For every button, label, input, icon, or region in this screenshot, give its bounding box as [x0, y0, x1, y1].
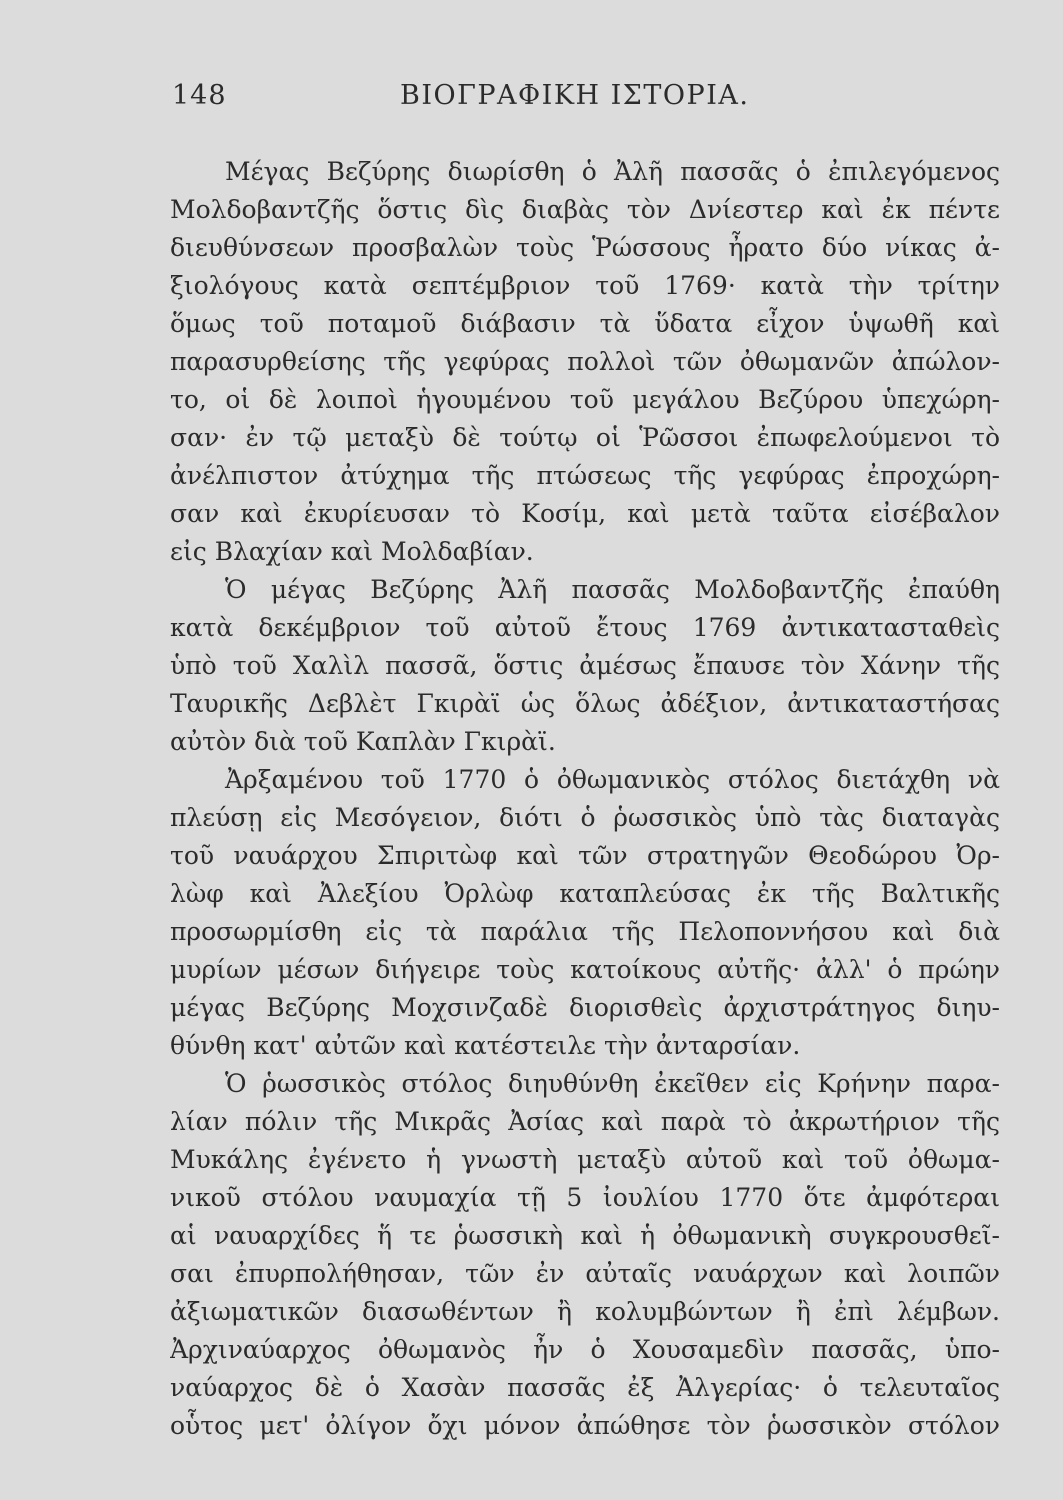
text-line: ξιολόγους κατὰ σεπτέμβριον τοῦ 1769· κατὰ τὴν τρίτην: [170, 271, 1000, 300]
text-line: σαν· ἐν τῷ μεταξὺ δὲ τούτῳ οἱ Ῥῶσσοι ἐπωφελούμενοι τὸ: [170, 423, 1000, 452]
running-title: ΒΙΟΓΡΑΦΙΚΗ ΙΣΤΟΡΙΑ.: [400, 80, 750, 111]
text-line: λίαν πόλιν τῆς Μικρᾶς Ἀσίας καὶ παρὰ τὸ ἀκρωτήριον τῆς: [170, 1107, 1000, 1136]
text-line: κατὰ δεκέμβριον τοῦ αὐτοῦ ἔτους 1769 ἀντικατασταθεὶς: [170, 613, 1000, 642]
text-line: Ἀρχιναύαρχος ὀθωμανὸς ἦν ὁ Χουσαμεδὶν πασσᾶς, ὑπο-: [170, 1335, 1000, 1364]
text-line: Ὁ μέγας Βεζύρης Ἀλῆ πασσᾶς Μολδοβαντζῆς ἐπαύθη: [225, 575, 1000, 604]
text-line: πλεύσῃ εἰς Μεσόγειον, διότι ὁ ῥωσσικὸς ὑπὸ τὰς διαταγὰς: [170, 803, 1000, 832]
page-number: 148: [172, 80, 227, 111]
text-line: διευθύνσεων προσβαλὼν τοὺς Ῥώσσους ἦρατο δύο νίκας ἀ-: [170, 233, 1000, 262]
text-line: αὐτὸν διὰ τοῦ Καπλὰν Γκιρὰϊ.: [170, 727, 556, 756]
text-line: λὼφ καὶ Ἀλεξίου Ὀρλὼφ καταπλεύσας ἐκ τῆς Βαλτικῆς: [170, 879, 1000, 908]
text-line: σαν καὶ ἐκυρίευσαν τὸ Κοσίμ, καὶ μετὰ ταῦτα εἰσέβαλον: [170, 499, 1000, 528]
page-header: [172, 80, 992, 120]
text-line: ὅμως τοῦ ποταμοῦ διάβασιν τὰ ὕδατα εἶχον ὑψωθῆ καὶ: [170, 309, 1000, 338]
text-line: μυρίων μέσων διήγειρε τοὺς κατοίκους αὐτῆς· ἀλλ' ὁ πρώην: [170, 955, 1000, 984]
text-line: παρασυρθείσης τῆς γεφύρας πολλοὶ τῶν ὀθωμανῶν ἀπώλον-: [170, 347, 1000, 376]
text-line: εἰς Βλαχίαν καὶ Μολδαβίαν.: [170, 537, 534, 566]
text-line: ὑπὸ τοῦ Χαλὶλ πασσᾶ, ὅστις ἀμέσως ἔπαυσε τὸν Χάνην τῆς: [170, 651, 1000, 680]
text-line: ἀνέλπιστον ἀτύχημα τῆς πτώσεως τῆς γεφύρας ἐπροχώρη-: [170, 461, 1000, 490]
text-line: ἀξιωματικῶν διασωθέντων ἢ κολυμβώντων ἢ ἐπὶ λέμβων.: [170, 1297, 1000, 1326]
text-line: Ἀρξαμένου τοῦ 1770 ὁ ὀθωμανικὸς στόλος διετάχθη νὰ: [225, 765, 1000, 794]
text-line: τοῦ ναυάρχου Σπιριτὼφ καὶ τῶν στρατηγῶν Θεοδώρου Ὀρ-: [170, 841, 1000, 870]
text-line: Ὁ ῥωσσικὸς στόλος διηυθύνθη ἐκεῖθεν εἰς Κρήνην παρα-: [225, 1069, 1000, 1098]
text-line: νικοῦ στόλου ναυμαχία τῇ 5 ἰουλίου 1770 ὅτε ἀμφότεραι: [170, 1183, 1000, 1212]
text-line: αἱ ναυαρχίδες ἥ τε ῥωσσικὴ καὶ ἡ ὀθωμανικὴ συγκρουσθεῖ-: [170, 1221, 1000, 1250]
text-line: οὗτος μετ' ὀλίγον ὄχι μόνον ἀπώθησε τὸν ῥωσσικὸν στόλον: [170, 1411, 1000, 1440]
text-line: Μολδοβαντζῆς ὅστις δὶς διαβὰς τὸν Δνίεστερ καὶ ἐκ πέντε: [170, 195, 1000, 224]
text-line: θύνθη κατ' αὐτῶν καὶ κατέστειλε τὴν ἀνταρσίαν.: [170, 1031, 801, 1060]
text-line: το, οἱ δὲ λοιποὶ ἡγουμένου τοῦ μεγάλου Βεζύρου ὑπεχώρη-: [170, 385, 1000, 414]
body-text: [170, 153, 1000, 1445]
text-line: προσωρμίσθη εἰς τὰ παράλια τῆς Πελοποννήσου καὶ διὰ: [170, 917, 1000, 946]
text-line: Μυκάλης ἐγένετο ἡ γνωστὴ μεταξὺ αὐτοῦ καὶ τοῦ ὀθωμα-: [170, 1145, 1000, 1174]
text-line: Μέγας Βεζύρης διωρίσθη ὁ Ἀλῆ πασσᾶς ὁ ἐπιλεγόμενος: [225, 157, 1000, 186]
text-line: ναύαρχος δὲ ὁ Χασὰν πασσᾶς ἐξ Ἀλγερίας· ὁ τελευταῖος: [170, 1373, 1000, 1402]
text-line: μέγας Βεζύρης Μοχσινζαδὲ διορισθεὶς ἀρχιστράτηγος διηυ-: [170, 993, 1000, 1022]
text-line: σαι ἐπυρπολήθησαν, τῶν ἐν αὐταῖς ναυάρχων καὶ λοιπῶν: [170, 1259, 1000, 1288]
text-line: Ταυρικῆς Δεβλὲτ Γκιρὰϊ ὡς ὅλως ἀδέξιον, ἀντικαταστήσας: [170, 689, 1000, 718]
